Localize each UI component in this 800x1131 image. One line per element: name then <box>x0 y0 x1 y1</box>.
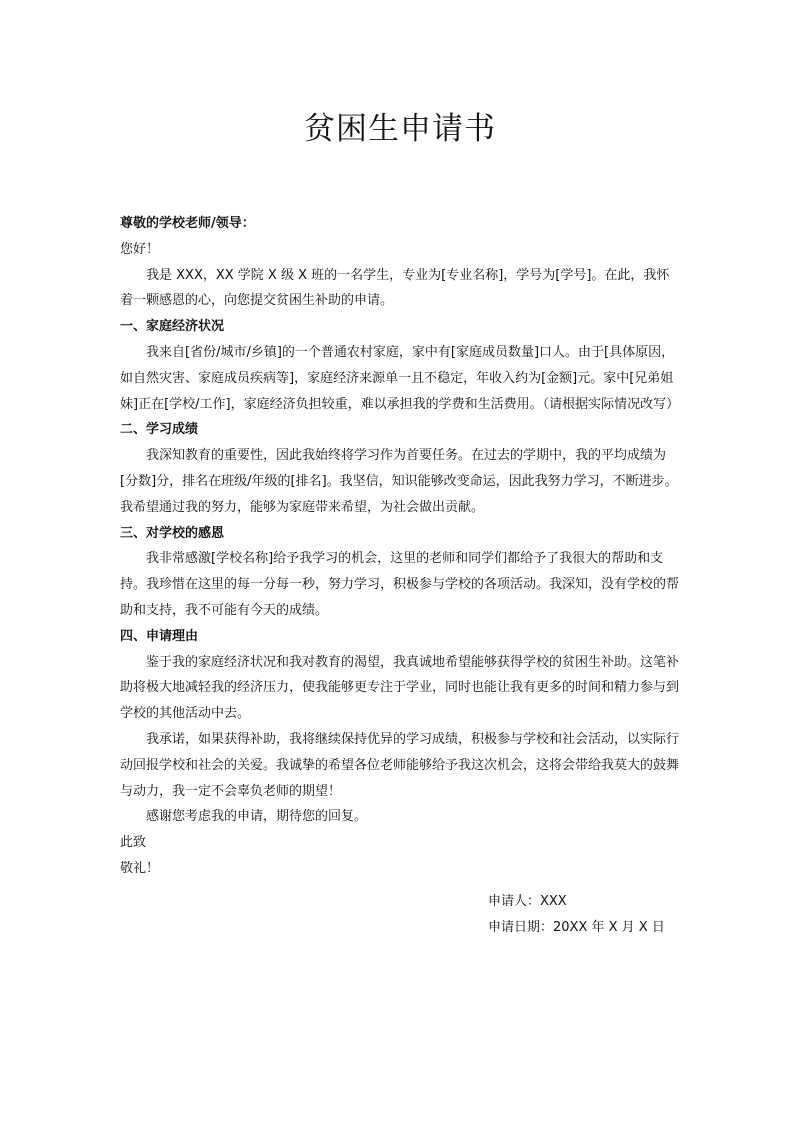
section-heading-grades: 二、学习成绩 <box>120 422 199 438</box>
intro-paragraph: 我是 XXX，XX 学院 X 级 X 班的一名学生，专业为[专业名称]，学号为[学号]。在此，我怀着一颗感恩的心，向您提交贫困生补助的申请。 <box>120 267 670 309</box>
letter-body <box>120 211 682 882</box>
applicant-name: 申请人：XXX <box>488 894 567 909</box>
section-reasons-paragraph-1: 鉴于我的家庭经济状况和我对教育的渴望，我真诚地希望能够获得学校的贫困生补助。这笔补助将极大地减轻我的经济压力，使我能够更专注于学业，同时也能让我有更多的时间和精力参与到学校的其他活动中去。 <box>120 654 680 722</box>
closing-line-1: 此致 <box>120 835 147 851</box>
section-reasons-paragraph-3: 感谢您考虑我的申请，期待您的回复。 <box>146 809 368 825</box>
greeting: 您好！ <box>120 241 160 257</box>
salutation: 尊敬的学校老师/领导： <box>120 216 255 231</box>
section-grades-paragraph: 我深知教育的重要性，因此我始终将学习作为首要任务。在过去的学期中，我的平均成绩为[分数]分，排名在班级/年级的[排名]。我坚信，知识能够改变命运，因此我努力学习，不断进步。我希望通过我的努力，能够为家庭带来希望，为社会做出贡献。 <box>120 448 678 515</box>
application-date: 申请日期：20XX 年 X 月 X 日 <box>488 920 665 935</box>
section-heading-gratitude: 三、对学校的感恩 <box>120 525 225 541</box>
section-reasons-paragraph-2: 我承诺，如果获得补助，我将继续保持优异的学习成绩，积极参与学校和社会活动，以实际行动回报学校和社会的关爱。我诚挚的希望各位老师能够给予我这次机会，这将会带给我莫大的鼓舞与动力，我一定不会辜负老师的期望！ <box>120 731 680 799</box>
section-gratitude-paragraph: 我非常感激[学校名称]给予我学习的机会，这里的老师和同学们都给予了我很大的帮助和支持。我珍惜在这里的每一分每一秒，努力学习，积极参与学校的各项活动。我深知，没有学校的帮助和支持，我不可能有今天的成绩。 <box>120 551 680 618</box>
closing-line-2: 敬礼！ <box>120 860 160 876</box>
section-heading-family: 一、家庭经济状况 <box>120 319 225 335</box>
document-title: 贫困生申请书 <box>304 111 496 147</box>
section-family-paragraph: 我来自[省份/城市/乡镇]的一个普通农村家庭，家中有[家庭成员数量]口人。由于[具体原因，如自然灾害、家庭成员疾病等]，家庭经济来源单一且不稳定，年收入约为[金额]元。家中[兄弟姐妹]正在[学校/工作]，家庭经济负担较重，难以承担我的学费和生活费用。（请根据实际情况改写） <box>120 344 680 412</box>
section-heading-reasons: 四、申请理由 <box>120 628 199 644</box>
